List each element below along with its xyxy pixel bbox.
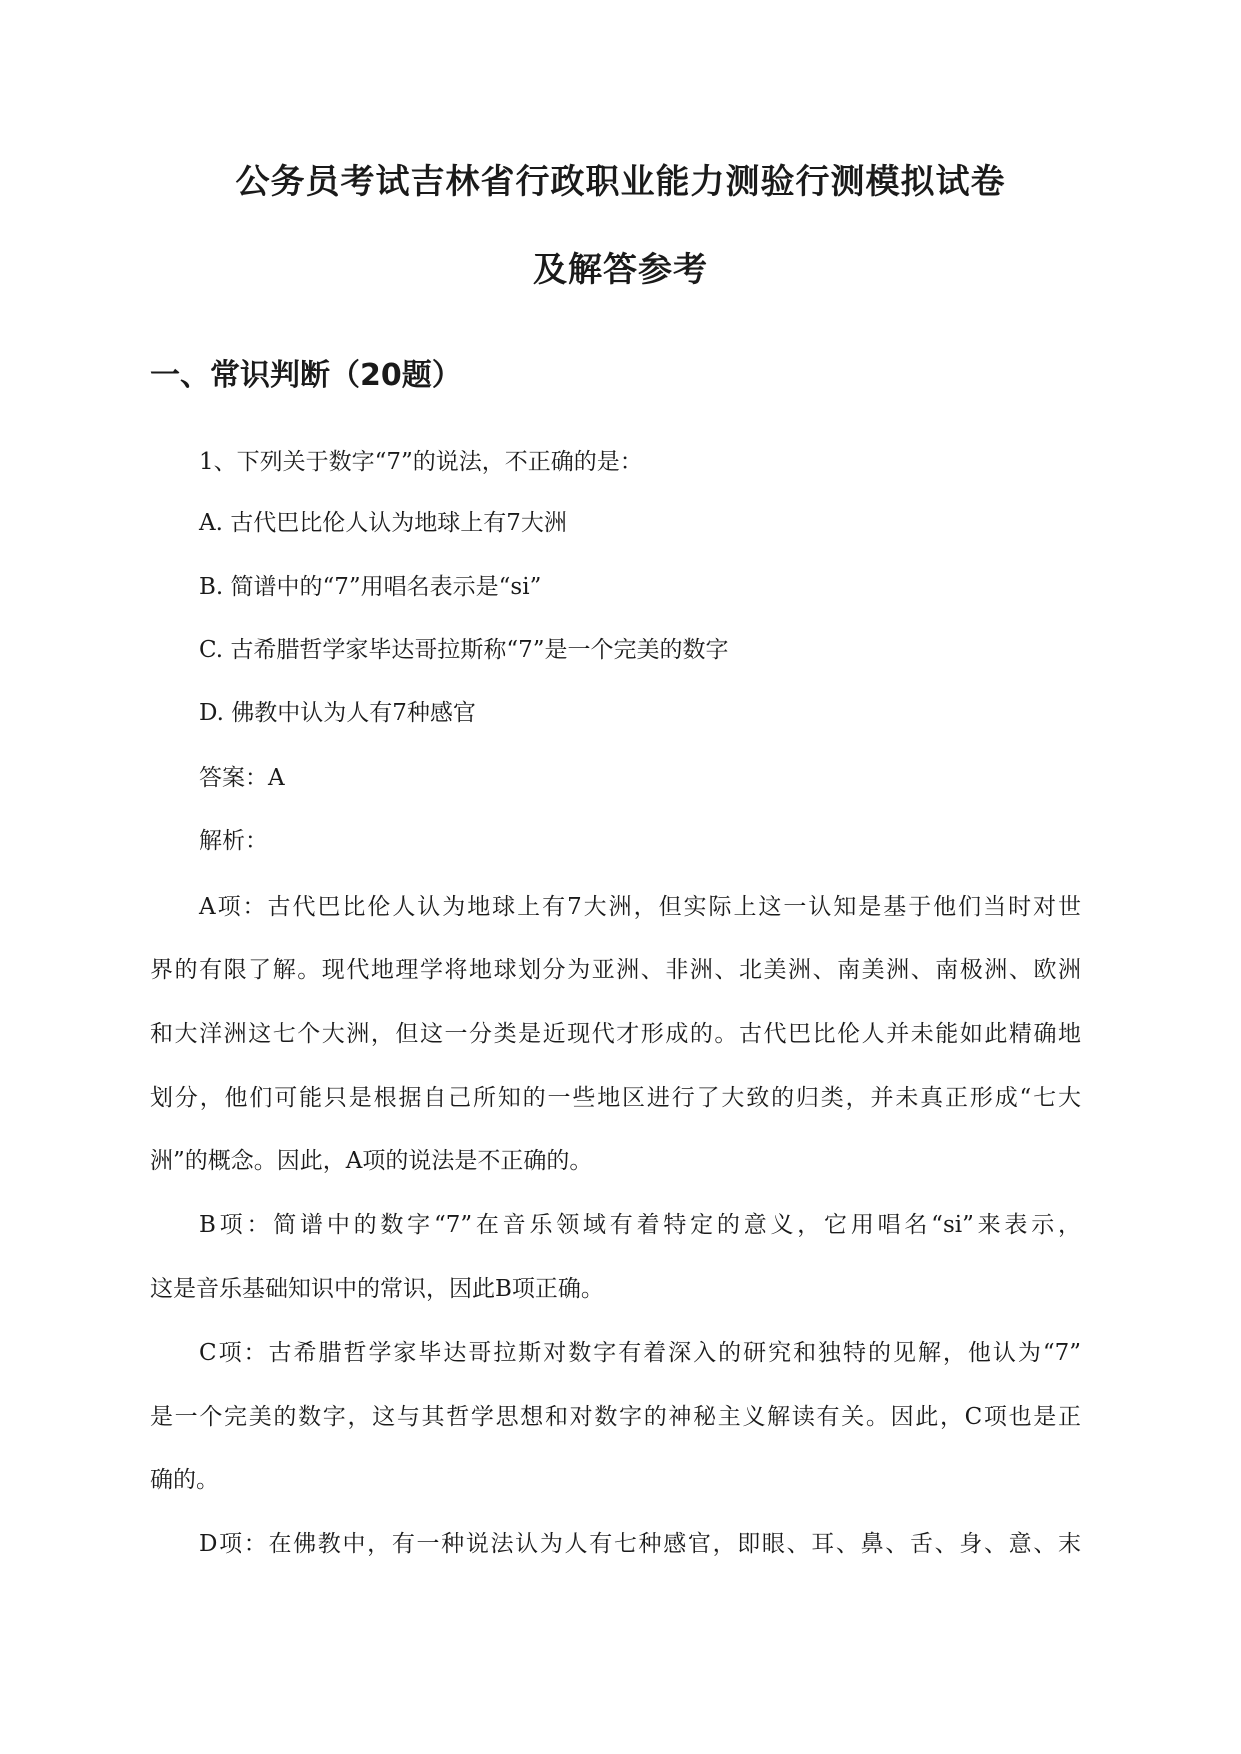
document-title-line-1: 公务员考试吉林省行政职业能力测验行测模拟试卷 xyxy=(235,162,1006,202)
analysis-a-line-4: 划分，他们可能只是根据自己所知的一些地区进行了大致的归类，并未真正形成“七大 xyxy=(150,1085,1081,1111)
option-c: C. 古希腊哲学家毕达哥拉斯称“7”是一个完美的数字 xyxy=(199,637,729,663)
analysis-c-line-3: 确的。 xyxy=(150,1467,219,1493)
analysis-a-line-5: 洲”的概念。因此，A项的说法是不正确的。 xyxy=(150,1148,593,1174)
answer-line: 答案：A xyxy=(199,765,285,791)
analysis-c-line-2: 是一个完美的数字，这与其哲学思想和对数字的神秘主义解读有关。因此，C项也是正 xyxy=(150,1404,1081,1430)
analysis-a-line-3: 和大洋洲这七个大洲，但这一分类是近现代才形成的。古代巴比伦人并未能如此精确地 xyxy=(150,1021,1081,1047)
analysis-d-line-1: D项：在佛教中，有一种说法认为人有七种感官，即眼、耳、鼻、舌、身、意、末 xyxy=(199,1531,1081,1557)
option-d: D. 佛教中认为人有7种感官 xyxy=(199,700,476,726)
analysis-b-line-2: 这是音乐基础知识中的常识，因此B项正确。 xyxy=(150,1276,604,1302)
option-a: A. 古代巴比伦人认为地球上有7大洲 xyxy=(199,510,567,536)
analysis-b-line-1: B项：简谱中的数字“7”在音乐领域有着特定的意义，它用唱名“si”来表示， xyxy=(199,1212,1081,1238)
question-stem: 1、下列关于数字“7”的说法，不正确的是： xyxy=(199,449,643,475)
analysis-c-line-1: C项：古希腊哲学家毕达哥拉斯对数字有着深入的研究和独特的见解，他认为“7” xyxy=(199,1340,1081,1366)
analysis-a-line-2: 界的有限了解。现代地理学将地球划分为亚洲、非洲、北美洲、南美洲、南极洲、欧洲 xyxy=(150,957,1081,983)
option-b: B. 简谱中的“7”用唱名表示是“si” xyxy=(199,574,542,600)
document-title-line-2: 及解答参考 xyxy=(533,250,708,290)
section-heading: 一、常识判断（20题） xyxy=(150,358,462,393)
analysis-a-line-1: A项：古代巴比伦人认为地球上有7大洲，但实际上这一认知是基于他们当时对世 xyxy=(199,894,1081,920)
analysis-label: 解析： xyxy=(199,828,268,854)
